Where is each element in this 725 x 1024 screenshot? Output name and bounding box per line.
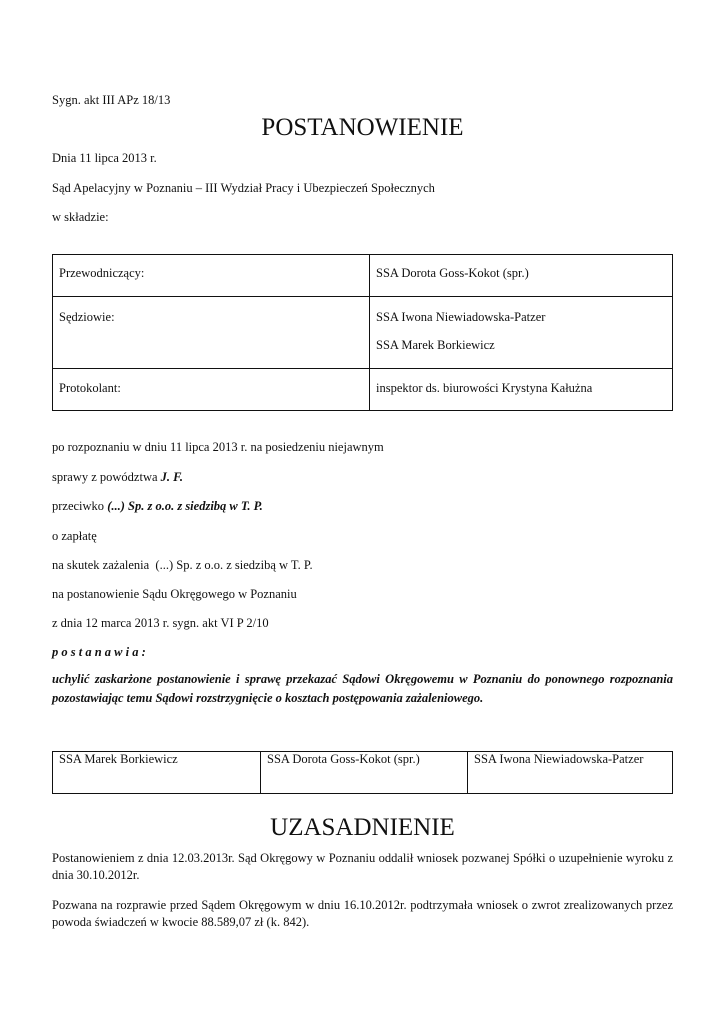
defendant-name: (...) Sp. z o.o. z siedzibą w T. P.	[107, 499, 263, 513]
signature-table	[52, 751, 673, 794]
claimant-name: J. F.	[160, 470, 184, 484]
justification-paragraph: Postanowieniem z dnia 12.03.2013r. Sąd Okręgowy w Poznaniu oddalił wniosek pozwanej Spółki o uzupełnienie wyroku z dnia 30.10.2012r.	[52, 851, 673, 882]
clerk-name: inspektor ds. biurowości Krystyna Kałużna	[376, 381, 593, 395]
justification-title: UZASADNIENIE	[270, 814, 455, 841]
panel-table	[52, 254, 673, 411]
appealed-decision-line: na postanowienie Sądu Okręgowego w Poznaniu	[52, 587, 297, 601]
panel-row-chair	[53, 255, 673, 297]
panel-label	[53, 255, 370, 297]
chair-label: Przewodniczący:	[59, 266, 145, 280]
signature-name: SSA Marek Borkiewicz	[59, 752, 178, 766]
signature-cell	[468, 752, 673, 794]
signature-name: SSA Dorota Goss-Kokot (spr.)	[267, 752, 420, 766]
composition-label: w składzie:	[52, 210, 109, 224]
judge-name: SSA Marek Borkiewicz	[376, 338, 495, 352]
panel-value	[370, 369, 673, 411]
judges-label: Sędziowie:	[59, 310, 115, 324]
court-name: Sąd Apelacyjny w Poznaniu – III Wydział Pracy i Ubezpieczeń Społecznych	[52, 181, 435, 195]
panel-label	[53, 297, 370, 369]
judge-name: SSA Iwona Niewiadowska-Patzer	[376, 310, 546, 324]
claimant-line	[52, 469, 183, 485]
decision-reference-line: z dnia 12 marca 2013 r. sygn. akt VI P 2/10	[52, 616, 269, 630]
proceedings-line: po rozpoznaniu w dniu 11 lipca 2013 r. na posiedzeniu niejawnym	[52, 440, 384, 454]
claimant-prefix: sprawy z powództwa	[52, 470, 161, 484]
justification-paragraph: Pozwana na rozprawie przed Sądem Okręgowym w dniu 16.10.2012r. podtrzymała wniosek o zwrot zrealizowanych przez powoda świadczeń w kwocie 88.589,07 zł (k. 842).	[52, 898, 673, 929]
panel-row-judges	[53, 297, 673, 369]
chair-name: SSA Dorota Goss-Kokot (spr.)	[376, 266, 529, 280]
appeal-line: na skutek zażalenia (...) Sp. z o.o. z siedzibą w T. P.	[52, 558, 313, 572]
signature-name: SSA Iwona Niewiadowska-Patzer	[474, 752, 644, 766]
decision-date: Dnia 11 lipca 2013 r.	[52, 151, 157, 165]
defendant-line	[52, 498, 263, 514]
clerk-label: Protokolant:	[59, 381, 121, 395]
subject-line: o zapłatę	[52, 529, 97, 543]
document-title: POSTANOWIENIE	[261, 114, 464, 141]
panel-label	[53, 369, 370, 411]
panel-value	[370, 297, 673, 369]
ruling-text: uchylić zaskarżone postanowienie i sprawę przekazać Sądowi Okręgowemu w Poznaniu do ponownego rozpoznania pozostawiając temu Sądowi rozstrzygnięcie o kosztach postępowania zażaleniowego.	[52, 672, 673, 705]
signature-cell	[261, 752, 468, 794]
panel-row-clerk	[53, 369, 673, 411]
signature-row	[53, 752, 673, 794]
signature-cell	[53, 752, 261, 794]
decides-heading: p o s t a n a w i a :	[52, 645, 146, 659]
case-number: Sygn. akt III APz 18/13	[52, 93, 171, 107]
defendant-prefix: przeciwko	[52, 499, 108, 513]
panel-value	[370, 255, 673, 297]
